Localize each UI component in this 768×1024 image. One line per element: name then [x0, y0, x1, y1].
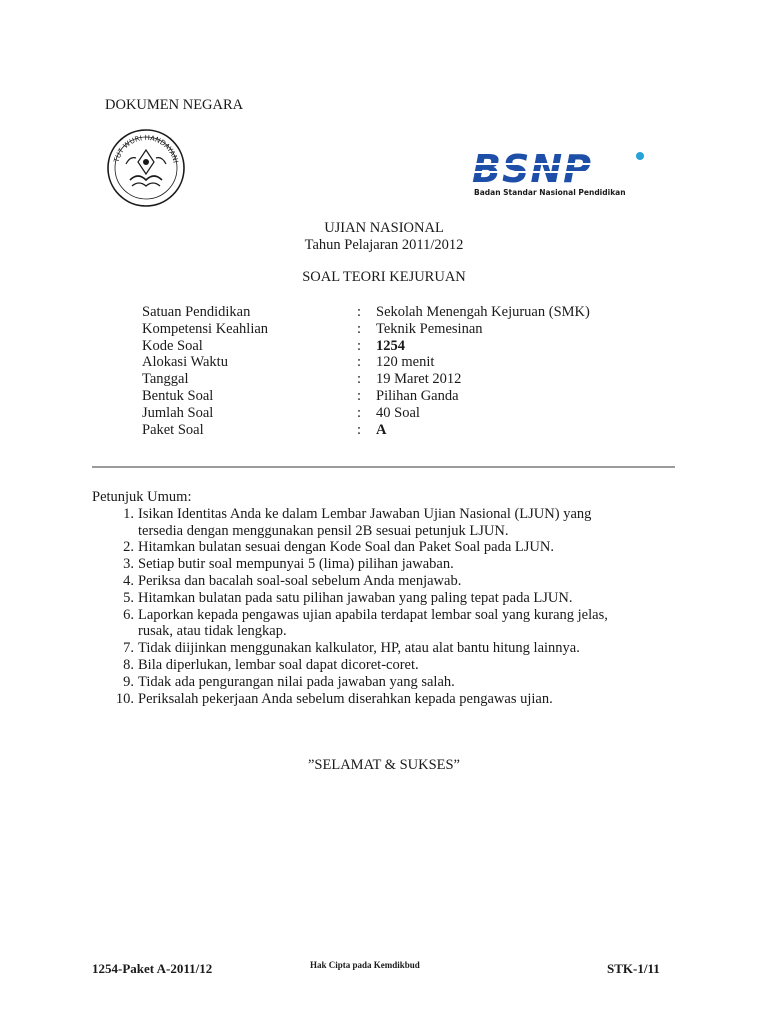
- tut-wuri-handayani-emblem: [106, 128, 186, 208]
- info-row: Jumlah Soal : 40 Soal: [142, 404, 420, 421]
- list-item: 3. Setiap butir soal mempunyai 5 (lima) pilihan jawaban.: [123, 556, 454, 573]
- instructions-heading: Petunjuk Umum:: [92, 489, 192, 505]
- closing-message: ”SELAMAT & SUKSES”: [308, 757, 460, 773]
- document-classification: DOKUMEN NEGARA: [105, 97, 244, 113]
- info-row: Kode Soal : 1254: [142, 338, 590, 355]
- svg-text:TUT WURI HANDAYANI: TUT WURI HANDAYANI: [112, 133, 180, 164]
- exam-subject: SOAL TEORI KEJURUAN: [302, 269, 466, 285]
- footer-copyright: Hak Cipta pada Kemdikbud: [310, 960, 420, 970]
- list-item: 7. Tidak diijinkan menggunakan kalkulator, HP, atau alat bantu hitung lainnya.: [123, 640, 580, 657]
- list-item: 6. Laporkan kepada pengawas ujian apabila terdapat lembar soal yang kurang jelas, rusak, atau tidak lengkap.: [123, 606, 608, 640]
- list-item: 1. Isikan Identitas Anda ke dalam Lembar Jawaban Ujian Nasional (LJUN) yang tersedia dengan menggunakan pensil 2B sesuai petunjuk LJUN.: [123, 505, 592, 539]
- title-block: [0, 220, 768, 286]
- info-row: Paket Soal : A: [142, 422, 590, 439]
- bsnp-logo: [470, 150, 650, 198]
- academic-year: Tahun Pelajaran 2011/2012: [304, 237, 464, 253]
- info-row: Alokasi Waktu : 120 menit: [142, 354, 435, 371]
- instructions-list: [92, 506, 692, 708]
- exam-code: 1254: [376, 337, 405, 354]
- list-item: 8. Bila diperlukan, lembar soal dapat dicoret-coret.: [123, 656, 419, 673]
- svg-text:BSNP: BSNP: [472, 150, 592, 191]
- section-divider: [92, 466, 675, 468]
- package-code: A: [376, 421, 387, 438]
- info-row: Kompetensi Keahlian : Teknik Pemesinan: [142, 320, 483, 337]
- svg-text:Badan Standar Nasional Pendidi: Badan Standar Nasional Pendidikan: [474, 188, 626, 197]
- general-instructions: [92, 489, 692, 707]
- footer-page-number: STK-1/11: [607, 961, 660, 976]
- exam-title: UJIAN NASIONAL: [324, 220, 444, 236]
- list-item: 10. Periksalah pekerjaan Anda sebelum diserahkan kepada pengawas ujian.: [115, 690, 553, 707]
- footer-exam-code: 1254-Paket A-2011/12: [92, 961, 213, 976]
- info-row: Tanggal : 19 Maret 2012: [142, 371, 462, 388]
- list-item: 2. Hitamkan bulatan sesuai dengan Kode Soal dan Paket Soal pada LJUN.: [123, 539, 554, 556]
- list-item: 4. Periksa dan bacalah soal-soal sebelum Anda menjawab.: [123, 572, 462, 589]
- info-row: Bentuk Soal : Pilihan Ganda: [142, 387, 459, 404]
- list-item: 5. Hitamkan bulatan pada satu pilihan jawaban yang paling tepat pada LJUN.: [123, 589, 573, 606]
- list-item: 9. Tidak ada pengurangan nilai pada jawaban yang salah.: [123, 673, 455, 690]
- exam-info-table: [142, 304, 590, 438]
- info-row: Satuan Pendidikan : Sekolah Menengah Kejuruan (SMK): [142, 304, 590, 320]
